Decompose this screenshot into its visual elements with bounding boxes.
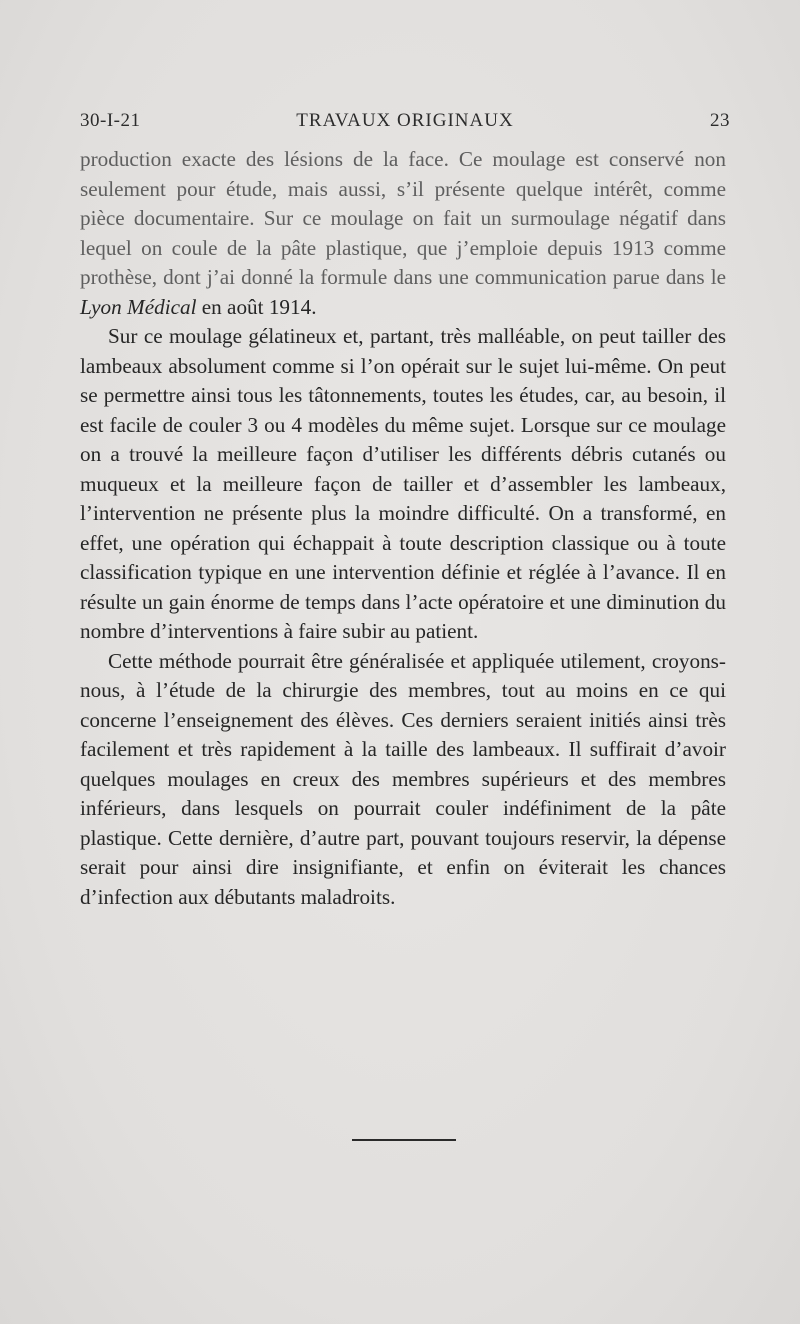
paragraph-1 xyxy=(80,145,726,322)
end-rule xyxy=(352,1139,456,1141)
paragraph-2: Sur ce moulage gélatineux et, partant, très malléable, on peut tailler des lambeaux absolument comme si l’on opérait sur le sujet lui-même. On peut se permettre ainsi tous les tâtonnements, toutes les études, car, au besoin, il est facile de couler 3 ou 4 modèles du même sujet. Lorsque sur ce moulage on a trouvé la meilleure façon d’utiliser les différents débris cutanés ou muqueux et la meilleure façon de tailler et d’assembler les lambeaux, l’intervention ne présente plus la moindre difficulté. On a transformé, en effet, une opération qui échappait à toute description classique ou à toute classification typique en une intervention définie et réglée à l’avance. Il en résulte un gain énorme de temps dans l’acte opératoire et une diminution du nombre d’interventions à faire subir au patient. xyxy=(80,324,726,643)
page-number: 23 xyxy=(710,110,730,131)
journal-title: Lyon Médical xyxy=(80,294,197,319)
paragraph-1-text: production exacte des lésions de la face. Ce moulage est conservé non seulement pour étude, mais aussi, s’il présente quelque intérêt, comme pièce documentaire. Sur ce moulage on fait un surmoulage négatif dans lequel on coule de la pâte plastique, que j’emploie depuis 1913 comme prothèse, dont j’ai donné la formule dans une communication parue dans le xyxy=(80,147,726,289)
running-header xyxy=(80,110,730,138)
paragraph-1-end: en août 1914. xyxy=(201,294,317,319)
header-section-title: TRAVAUX ORIGINAUX xyxy=(296,110,514,131)
header-date: 30-I-21 xyxy=(80,110,141,131)
body-text xyxy=(80,145,726,912)
paragraph-3: Cette méthode pourrait être généralisée et appliquée utilement, croyons-nous, à l’étude de la chirurgie des membres, tout au moins en ce qui concerne l’enseignement des élèves. Ces derniers seraient initiés ainsi très facilement et très rapidement à la taille des lambeaux. Il suffirait d’avoir quelques moulages en creux des membres supérieurs et des membres inférieurs, dans lesquels on pourrait couler indéfiniment de la pâte plastique. Cette dernière, d’autre part, pouvant toujours reservir, la dépense serait pour ainsi dire insignifiante, et enfin on éviterait les chances d’infection aux débutants maladroits. xyxy=(80,648,726,909)
